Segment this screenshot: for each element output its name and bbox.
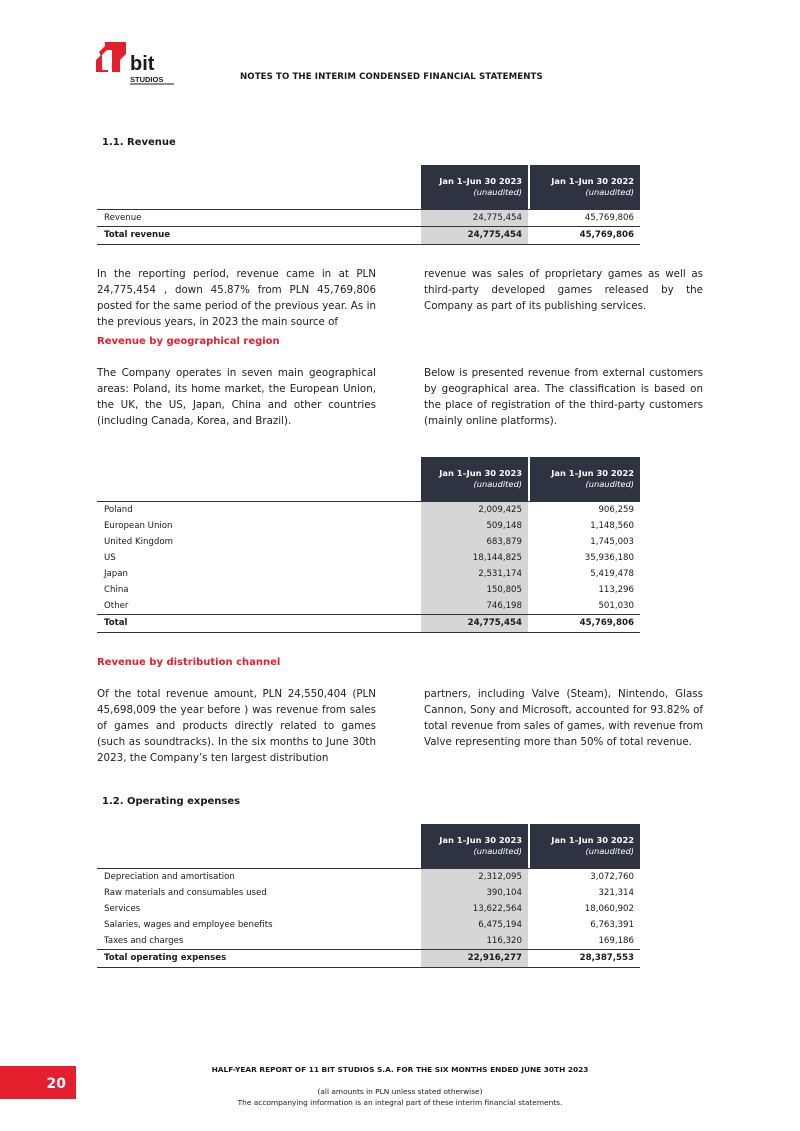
distribution-paragraph-left: Of the total revenue amount, PLN 24,550,404 (PLN 45,698,009 the year before ) was revenue from sales of games and products directly related to games (such as soundtracks). In the six months to June 30th 2023, the Company’s ten largest distribution: [97, 688, 376, 764]
subsection-title-geographical: Revenue by geographical region: [97, 336, 280, 347]
column-header-2022: Jan 1–Jun 30 2022 (unaudited): [530, 165, 640, 209]
table-row: Depreciation and amortisation 2,312,095 3,072,760: [97, 869, 640, 885]
section-title-operating-expenses: 1.2. Operating expenses: [102, 796, 241, 807]
footer-disclaimer: The accompanying information is an integral part of these interim financial statements.: [237, 1098, 563, 1107]
company-logo: [96, 42, 178, 86]
table-row: US 18,144,825 35,936,180: [97, 550, 640, 566]
subsection-title-distribution: Revenue by distribution channel: [97, 657, 281, 668]
table-row: China 150,805 113,296: [97, 582, 640, 598]
revenue-table: [97, 165, 640, 245]
distribution-paragraph-right: partners, including Valve (Steam), Nintendo, Glass Cannon, Sony and Microsoft, accounted for 93.82% of total revenue from sales of games, with revenue from Valve representing more than 50% of total revenue.: [424, 688, 703, 748]
revenue-paragraph-right: revenue was sales of proprietary games as well as third-party developed games released by the Company as part of its publishing services.: [424, 268, 703, 312]
table-row: United Kingdom 683,879 1,745,003: [97, 534, 640, 550]
footer-report-title: HALF-YEAR REPORT OF 11 BIT STUDIOS S.A. FOR THE SIX MONTHS ENDED JUNE 30TH 2023: [211, 1065, 589, 1074]
table-row: Other 746,198 501,030: [97, 598, 640, 614]
geographical-revenue-table: [97, 457, 640, 633]
svg-text:STUDIOS: STUDIOS: [130, 75, 164, 84]
revenue-paragraph-left: In the reporting period, revenue came in at PLN 24,775,454 , down 45.87% from PLN 45,769,806 posted for the same period of the previous year. As in the previous years, in 2023 the main source of: [97, 268, 376, 328]
table-row: Taxes and charges 116,320 169,186: [97, 933, 640, 949]
geo-paragraph-left: The Company operates in seven main geographical areas: Poland, its home market, the European Union, the UK, the US, Japan, China and other countries (including Canada, Korea, and Brazil).: [97, 367, 376, 427]
page-header-title: NOTES TO THE INTERIM CONDENSED FINANCIAL STATEMENTS: [240, 72, 543, 82]
column-header-2023: Jan 1–Jun 30 2023 (unaudited): [421, 165, 528, 209]
section-title-revenue: 1.1. Revenue: [102, 137, 176, 148]
table-row: Poland 2,009,425 906,259: [97, 502, 640, 518]
table-row: Raw materials and consumables used 390,104 321,314: [97, 885, 640, 901]
page-number: 20: [0, 1066, 76, 1099]
column-header-2023: Jan 1–Jun 30 2023 (unaudited): [421, 457, 528, 501]
operating-expenses-table: [97, 824, 640, 968]
svg-text:bit: bit: [130, 53, 155, 75]
total-row: Total revenue 24,775,454 45,769,806: [97, 226, 640, 245]
total-row: Total 24,775,454 45,769,806: [97, 614, 640, 633]
footer-currency-note: (all amounts in PLN unless stated otherwise): [317, 1087, 483, 1096]
column-header-2023: Jan 1–Jun 30 2023 (unaudited): [421, 824, 528, 868]
table-row: Services 13,622,564 18,060,902: [97, 901, 640, 917]
table-row: Salaries, wages and employee benefits 6,475,194 6,763,391: [97, 917, 640, 933]
total-row: Total operating expenses 22,916,277 28,387,553: [97, 949, 640, 968]
column-header-2022: Jan 1–Jun 30 2022 (unaudited): [530, 824, 640, 868]
table-row: Revenue 24,775,454 45,769,806: [97, 210, 640, 226]
table-row: Japan 2,531,174 5,419,478: [97, 566, 640, 582]
table-row: European Union 509,148 1,148,560: [97, 518, 640, 534]
column-header-2022: Jan 1–Jun 30 2022 (unaudited): [530, 457, 640, 501]
geo-paragraph-right: Below is presented revenue from external customers by geographical area. The classification is based on the place of registration of the third-party customers (mainly online platforms).: [424, 367, 703, 427]
